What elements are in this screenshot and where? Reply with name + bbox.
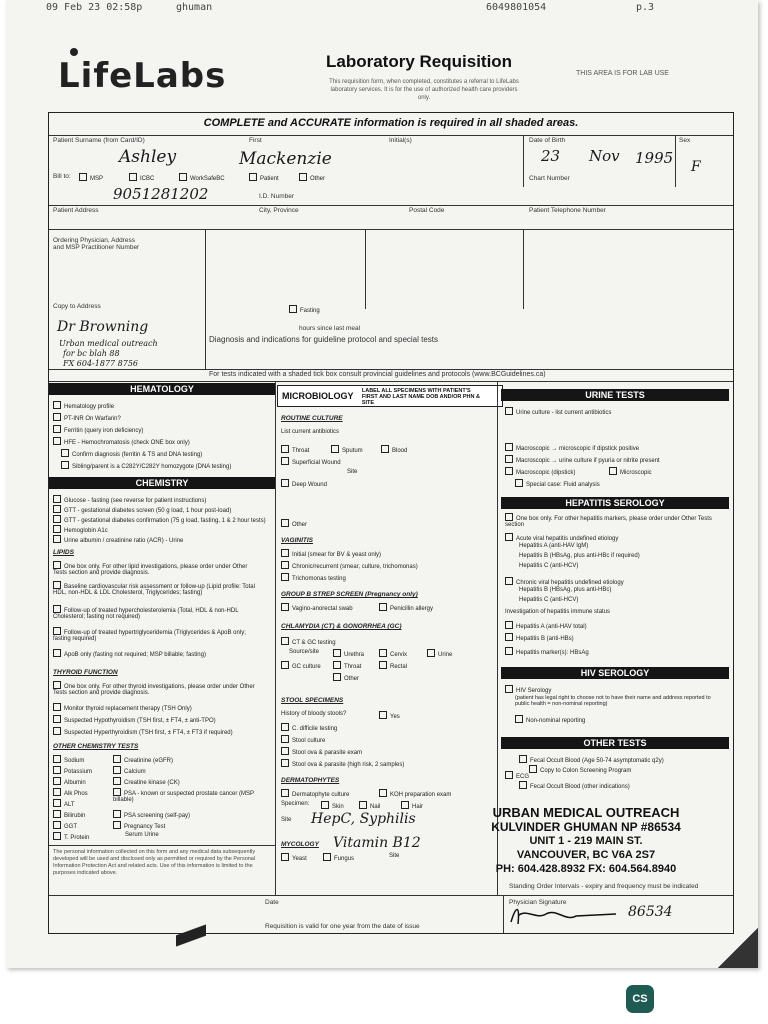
divider bbox=[675, 135, 676, 187]
hepatitis-item: Hepatitis C (anti-HCV) bbox=[519, 597, 579, 603]
dob-day: 23 bbox=[541, 147, 561, 165]
physician-signature bbox=[506, 900, 646, 930]
stool-title: STOOL SPECIMENS bbox=[281, 697, 344, 704]
patient-phn: 9051281202 bbox=[113, 185, 209, 203]
other-tests-header: OTHER TESTS bbox=[501, 737, 729, 749]
camscanner-badge: CS bbox=[626, 985, 654, 1013]
stamp-line-1: URBAN MEDICAL OUTREACH bbox=[492, 805, 680, 820]
hepatitis-item[interactable]: Hepatitis B (anti-HBs) bbox=[505, 633, 574, 642]
patient-first-name: Mackenzie bbox=[239, 149, 332, 169]
microbiology-note: LABEL ALL SPECIMENS WITH PATIENT'S FIRST AND LAST NAME DOB AND/OR PHN & SITE bbox=[361, 387, 481, 406]
stool-item[interactable]: Stool culture bbox=[281, 735, 325, 744]
hepatitis-item: Hepatitis A (anti-HAV IgM) bbox=[519, 543, 589, 549]
culture-deep-wound[interactable]: Deep Wound bbox=[281, 479, 327, 488]
chart-number-label: Chart Number bbox=[529, 175, 570, 182]
postal-label: Postal Code bbox=[409, 207, 445, 214]
pen-shadow bbox=[176, 905, 206, 969]
culture-sputum[interactable]: Sputum bbox=[331, 445, 363, 454]
chemistry-item[interactable]: GTT - gestational diabetes confirmation (75 g load, fasting, 1 & 2 hour tests) bbox=[53, 515, 266, 524]
patient-phone-label: Patient Telephone Number bbox=[529, 207, 606, 214]
vaginitis-item[interactable]: Initial (smear for BV & yeast only) bbox=[281, 549, 381, 558]
thyroid-title: THYROID FUNCTION bbox=[53, 669, 118, 676]
page-title: Laboratory Requisition bbox=[326, 52, 513, 71]
fax-date: 09 Feb 23 02:58p bbox=[46, 2, 143, 13]
page-corner bbox=[718, 928, 758, 968]
microbiology-header bbox=[277, 385, 503, 407]
lifelabs-logo bbox=[48, 48, 228, 96]
lipids-item[interactable]: Baseline cardiovascular risk assessment or follow-up (Lipid profile: Total HDL, non-HDL & LDL Cholesterol, Triglycerides; fasting) bbox=[53, 581, 259, 596]
derm-hair[interactable]: Hair bbox=[401, 801, 423, 810]
divider bbox=[49, 229, 733, 230]
chem-test-alk-phos[interactable]: Alk Phos bbox=[53, 788, 88, 797]
signature-label: Physician Signature bbox=[509, 899, 567, 906]
hematology-item[interactable]: Confirm diagnosis (ferritin & TS and DNA testing) bbox=[61, 449, 202, 458]
gbs-penicillin[interactable]: Penicillin allergy bbox=[379, 603, 433, 612]
ct-urethra[interactable]: Urethra bbox=[333, 649, 364, 658]
thyroid-item[interactable]: Suspected Hypothyroidism (TSH first, ± FT4, ± anti-TPO) bbox=[53, 715, 216, 724]
ct-source-label: Source/site bbox=[289, 649, 320, 655]
vaginitis-item[interactable]: Chronic/recurrent (smear, culture, trichomonas) bbox=[281, 561, 418, 570]
chem-test-bilirubin[interactable]: Bilirubin bbox=[53, 810, 85, 819]
vaginitis-item[interactable]: Trichomonas testing bbox=[281, 573, 346, 582]
urine-item[interactable]: Macroscopic → urine culture if pyuria or nitrite present bbox=[505, 455, 660, 464]
divider bbox=[523, 229, 524, 309]
other-test-colon-copy[interactable]: Copy to Colon Screening Program bbox=[529, 765, 631, 774]
microbiology-title: MICROBIOLOGY bbox=[282, 391, 354, 401]
chem-test-creatinine[interactable]: Creatinine (eGFR) bbox=[113, 755, 173, 764]
chemistry-item[interactable]: GTT - gestational diabetes screen (50 g load, 1 hour post-load) bbox=[53, 505, 231, 514]
stool-yes[interactable]: Yes bbox=[379, 711, 400, 720]
gbs-title: GROUP B STREP SCREEN (Pregnancy only) bbox=[281, 591, 418, 598]
gc-rectal[interactable]: Rectal bbox=[379, 661, 407, 670]
myco-fungus[interactable]: Fungus bbox=[323, 853, 354, 862]
fax-header bbox=[46, 2, 738, 16]
divider bbox=[49, 895, 733, 896]
intro-text: This requisition form, when completed, constitutes a referral to LifeLabs laboratory services. It is for the use of authorized health care providers only. bbox=[329, 79, 519, 101]
bill-option-msp[interactable]: MSP bbox=[79, 173, 103, 182]
derm-specimen-label: Specimen: bbox=[281, 801, 310, 807]
validity-note: Requisition is valid for one year from the date of issue bbox=[265, 923, 420, 930]
lipids-item[interactable]: Follow-up of treated hypercholesterolemia (Total, HDL & non-HDL Cholesterol; fasting not required) bbox=[53, 605, 259, 620]
derm-skin[interactable]: Skin bbox=[321, 801, 344, 810]
chem-test-serum-urine[interactable]: Serum Urine bbox=[125, 832, 159, 838]
gc-culture[interactable]: GC culture bbox=[281, 661, 321, 670]
culture-superficial-wound[interactable]: Superficial Wound bbox=[281, 457, 341, 466]
fasting-checkbox[interactable]: Fasting bbox=[289, 305, 320, 314]
chem-test-alt[interactable]: ALT bbox=[53, 799, 75, 808]
physician-note-2: for bc blah 88 bbox=[63, 349, 120, 358]
standing-order-note: Standing Order Intervals - expiry and frequency must be indicated bbox=[509, 883, 699, 890]
ct-cervix[interactable]: Cervix bbox=[379, 649, 407, 658]
hepatitis-item[interactable]: Chronic viral hepatitis undefined etiology bbox=[505, 577, 624, 586]
handwritten-test-2: Vitamin B12 bbox=[333, 835, 421, 851]
hepatitis-item: Hepatitis C (anti-HCV) bbox=[519, 563, 579, 569]
hematology-item[interactable]: Sibling/parent is a C282Y/C282Y homozygote (DNA testing) bbox=[61, 461, 231, 470]
physician-note-1: Urban medical outreach bbox=[59, 339, 158, 348]
fax-page: p.3 bbox=[636, 2, 655, 13]
other-test-fobt[interactable]: Fecal Occult Blood (Age 50-74 asymptomatic q2y) bbox=[519, 755, 664, 764]
hepatitis-item: Investigation of hepatitis immune status bbox=[505, 609, 611, 615]
other-test-ecg[interactable]: ECG bbox=[505, 771, 529, 780]
derm-site-label: Site bbox=[281, 817, 292, 823]
hepatitis-item: Hepatitis B (HBsAg, plus anti-HBc if required) bbox=[519, 553, 640, 559]
logo-text: LifeLabs bbox=[58, 56, 227, 96]
ct-urine[interactable]: Urine bbox=[427, 649, 452, 658]
hematology-item[interactable]: PT-INR On Warfarin? bbox=[53, 413, 121, 422]
urine-item[interactable]: Microscopic bbox=[609, 467, 652, 476]
stool-item[interactable]: C. difficile testing bbox=[281, 723, 337, 732]
gc-other[interactable]: Other bbox=[333, 673, 359, 682]
chemistry-item[interactable]: Glucose - fasting (see reverse for patient instructions) bbox=[53, 495, 206, 504]
lipids-item[interactable]: One box only. For other lipid investigations, please order under Other Tests section and provide diagnosis. bbox=[53, 561, 259, 576]
chem-test-sodium[interactable]: Sodium bbox=[53, 755, 84, 764]
routine-culture-title: ROUTINE CULTURE bbox=[281, 415, 343, 422]
stamp-line-3: UNIT 1 - 219 MAIN ST. bbox=[529, 835, 643, 847]
other-chemistry-title: OTHER CHEMISTRY TESTS bbox=[53, 743, 139, 750]
dob-label: Date of Birth bbox=[529, 137, 566, 144]
vaginitis-title: VAGINITIS bbox=[281, 537, 314, 544]
privacy-note: The personal information collected on this form and any medical data subsequently developed will be used and disclosed only as permitted or required by the Personal Information Protection Act and related acts. Use of this information is limited to the purposes indicated above. bbox=[53, 849, 256, 876]
address-label: Patient Address bbox=[53, 207, 99, 214]
diagnosis-label: Diagnosis and indications for guideline protocol and special tests bbox=[209, 335, 439, 344]
hematology-item[interactable]: Ferritin (query iron deficiency) bbox=[53, 425, 143, 434]
sex-label: Sex bbox=[679, 137, 691, 144]
gbs-swab[interactable]: Vagino-anorectal swab bbox=[281, 603, 353, 612]
lipids-item[interactable]: ApoB only (fasting not required; MSP billable; fasting) bbox=[53, 649, 259, 658]
divider bbox=[365, 229, 366, 309]
thyroid-item[interactable]: Suspected Hyperthyroidism (TSH first, ± FT4, ± FT3 if required) bbox=[53, 727, 233, 736]
urine-item[interactable]: Macroscopic (dipstick) bbox=[505, 467, 575, 476]
shade-banner: COMPLETE and ACCURATE information is required in all shaded areas. bbox=[203, 117, 579, 129]
scanned-page bbox=[6, 0, 758, 968]
city-label: City, Province bbox=[259, 207, 299, 214]
divider bbox=[49, 845, 275, 846]
urine-item[interactable]: Macroscopic → microscopic if dipstick positive bbox=[505, 443, 639, 452]
bill-option-icbc[interactable]: ICBC bbox=[129, 173, 154, 182]
first-name-label: First bbox=[249, 137, 262, 144]
culture-other[interactable]: Other bbox=[281, 519, 307, 528]
divider bbox=[205, 229, 206, 369]
clinic-stamp bbox=[461, 806, 711, 876]
hepatitis-header: HEPATITIS SEROLOGY bbox=[501, 497, 729, 509]
derm-koh[interactable]: KOH preparation exam bbox=[379, 789, 451, 798]
fax-sender: ghuman bbox=[176, 2, 213, 13]
lab-use-label: THIS AREA IS FOR LAB USE bbox=[576, 70, 669, 77]
thyroid-item[interactable]: One box only. For other thyroid investigations, please order under Other Tests section and provide diagnosis. bbox=[53, 681, 259, 696]
urine-header: URINE TESTS bbox=[501, 389, 729, 401]
shaded-guideline-note: For tests indicated with a shaded tick box consult provincial guidelines and protocols (www.BCGuidelines.ca) bbox=[209, 371, 546, 378]
chem-test-protein[interactable]: T. Protein bbox=[53, 832, 89, 841]
divider bbox=[49, 135, 733, 136]
urine-item[interactable]: Urine culture - list current antibiotics bbox=[505, 407, 611, 416]
derm-nail[interactable]: Nail bbox=[359, 801, 380, 810]
chem-test-ggt[interactable]: GGT bbox=[53, 821, 77, 830]
date-label: Date bbox=[265, 899, 279, 906]
hiv-serology[interactable]: HIV Serology bbox=[505, 685, 551, 694]
copy-to-label: Copy to Address bbox=[53, 303, 101, 310]
lipids-title: LIPIDS bbox=[53, 549, 74, 556]
gc-throat[interactable]: Throat bbox=[333, 661, 361, 670]
ct-gc-testing[interactable]: CT & GC testing bbox=[281, 637, 336, 646]
stool-item[interactable]: Stool ova & parasite exam bbox=[281, 747, 362, 756]
physician-note-3: FX 604-1877 8756 bbox=[63, 359, 139, 368]
divider bbox=[523, 135, 524, 187]
divider bbox=[275, 381, 276, 895]
chem-test-potassium[interactable]: Potassium bbox=[53, 766, 92, 775]
chlamydia-title: CHLAMYDIA (CT) & GONORRHEA (GC) bbox=[281, 623, 402, 630]
hiv-note: (patient has legal right to choose not to have their name and address reported to public health = non-nominal reporting) bbox=[515, 695, 711, 707]
divider bbox=[49, 381, 733, 382]
lipids-item[interactable]: Follow-up of treated hypertriglyceridemia (Triglycerides & ApoB only; fasting required) bbox=[53, 627, 259, 642]
stool-item[interactable]: Stool ova & parasite (high risk, 2 samples) bbox=[281, 759, 404, 768]
derm-culture[interactable]: Dermatophyte culture bbox=[281, 789, 349, 798]
hiv-header: HIV SEROLOGY bbox=[501, 667, 729, 679]
physician-name: Dr Browning bbox=[57, 319, 149, 335]
bill-option-patient[interactable]: Patient bbox=[249, 173, 279, 182]
chemistry-item[interactable]: Urine albumin / creatinine ratio (ACR) - Urine bbox=[53, 535, 183, 544]
other-test-fobt-other[interactable]: Fecal Occult Blood (other indications) bbox=[519, 781, 630, 790]
bill-to-label: Bill to: bbox=[53, 173, 71, 180]
logo-dot bbox=[70, 48, 78, 56]
urine-item[interactable]: Special case: Fluid analysis bbox=[515, 479, 600, 488]
wound-site-label: Site bbox=[347, 469, 358, 475]
hepatitis-item: Hepatitis B (HBsAg, plus anti-HBc) bbox=[519, 587, 612, 593]
initials-label: Initial(s) bbox=[389, 137, 412, 144]
hours-label: hours since last meal bbox=[299, 325, 361, 332]
hiv-non-nominal[interactable]: Non-nominal reporting bbox=[515, 715, 585, 724]
mycology-title: MYCOLOGY bbox=[281, 841, 319, 848]
chemistry-header: CHEMISTRY bbox=[49, 477, 275, 489]
hematology-header: HEMATOLOGY bbox=[49, 383, 275, 395]
bill-option-other[interactable]: Other bbox=[299, 173, 325, 182]
dob-month: Nov bbox=[589, 147, 620, 165]
myco-site-label: Site bbox=[389, 853, 400, 859]
bill-option-worksafe[interactable]: WorkSafeBC bbox=[179, 173, 225, 182]
myco-yeast[interactable]: Yeast bbox=[281, 853, 307, 862]
handwritten-test-1: HepC, Syphilis bbox=[311, 811, 416, 827]
chem-test-psa-screen[interactable]: PSA screening (self-pay) bbox=[113, 810, 190, 819]
stamp-line-2: KULVINDER GHUMAN NP #86534 bbox=[491, 820, 681, 834]
dob-year: 1995 bbox=[635, 149, 674, 167]
stool-history-label: History of bloody stools? bbox=[281, 711, 347, 717]
id-number-label: I.D. Number bbox=[259, 193, 295, 200]
chem-test-calcium[interactable]: Calcium bbox=[113, 766, 146, 775]
chem-test-albumin[interactable]: Albumin bbox=[53, 777, 86, 786]
hepatitis-item[interactable]: Hepatitis marker(s): HBsAg bbox=[505, 647, 589, 656]
hematology-item[interactable]: HFE - Hemochromatosis (check ONE box only) bbox=[53, 437, 190, 446]
antibiotics-label: List current antibiotics bbox=[281, 429, 340, 435]
patient-surname: Ashley bbox=[119, 147, 177, 167]
stamp-line-5: PH: 604.428.8932 FX: 604.564.8940 bbox=[495, 863, 677, 875]
ordering-physician-label: Ordering Physician, Address and MSP Practitioner Number bbox=[53, 237, 140, 251]
chem-test-ck[interactable]: Creatine kinase (CK) bbox=[113, 777, 180, 786]
chem-test-pregnancy[interactable]: Pregnancy Test bbox=[113, 821, 165, 830]
hepatitis-item[interactable]: One box only. For other hepatitis markers, please order under Other Tests section bbox=[505, 513, 727, 528]
divider bbox=[503, 895, 504, 933]
divider bbox=[49, 205, 733, 206]
thyroid-item[interactable]: Monitor thyroid replacement therapy (TSH Only) bbox=[53, 703, 192, 712]
stamp-line-4: VANCOUVER, BC V6A 2S7 bbox=[516, 849, 656, 861]
surname-label: Patient Surname (from Card/ID) bbox=[53, 137, 145, 144]
hepatitis-item[interactable]: Hepatitis A (anti-HAV total) bbox=[505, 621, 587, 630]
divider bbox=[49, 369, 733, 370]
chemistry-item[interactable]: Hemoglobin A1c bbox=[53, 525, 108, 534]
culture-throat[interactable]: Throat bbox=[281, 445, 309, 454]
hepatitis-item[interactable]: Acute viral hepatitis undefined etiology bbox=[505, 533, 618, 542]
fax-phone: 6049801054 bbox=[486, 2, 547, 13]
signature-number: 86534 bbox=[628, 904, 673, 920]
culture-blood[interactable]: Blood bbox=[381, 445, 407, 454]
sex-value: F bbox=[691, 159, 701, 175]
chem-test-psa[interactable]: PSA - known or suspected prostate cancer (MSP billable) bbox=[113, 788, 263, 803]
dermatophytes-title: DERMATOPHYTES bbox=[281, 777, 340, 784]
hematology-item[interactable]: Hematology profile bbox=[53, 401, 114, 410]
